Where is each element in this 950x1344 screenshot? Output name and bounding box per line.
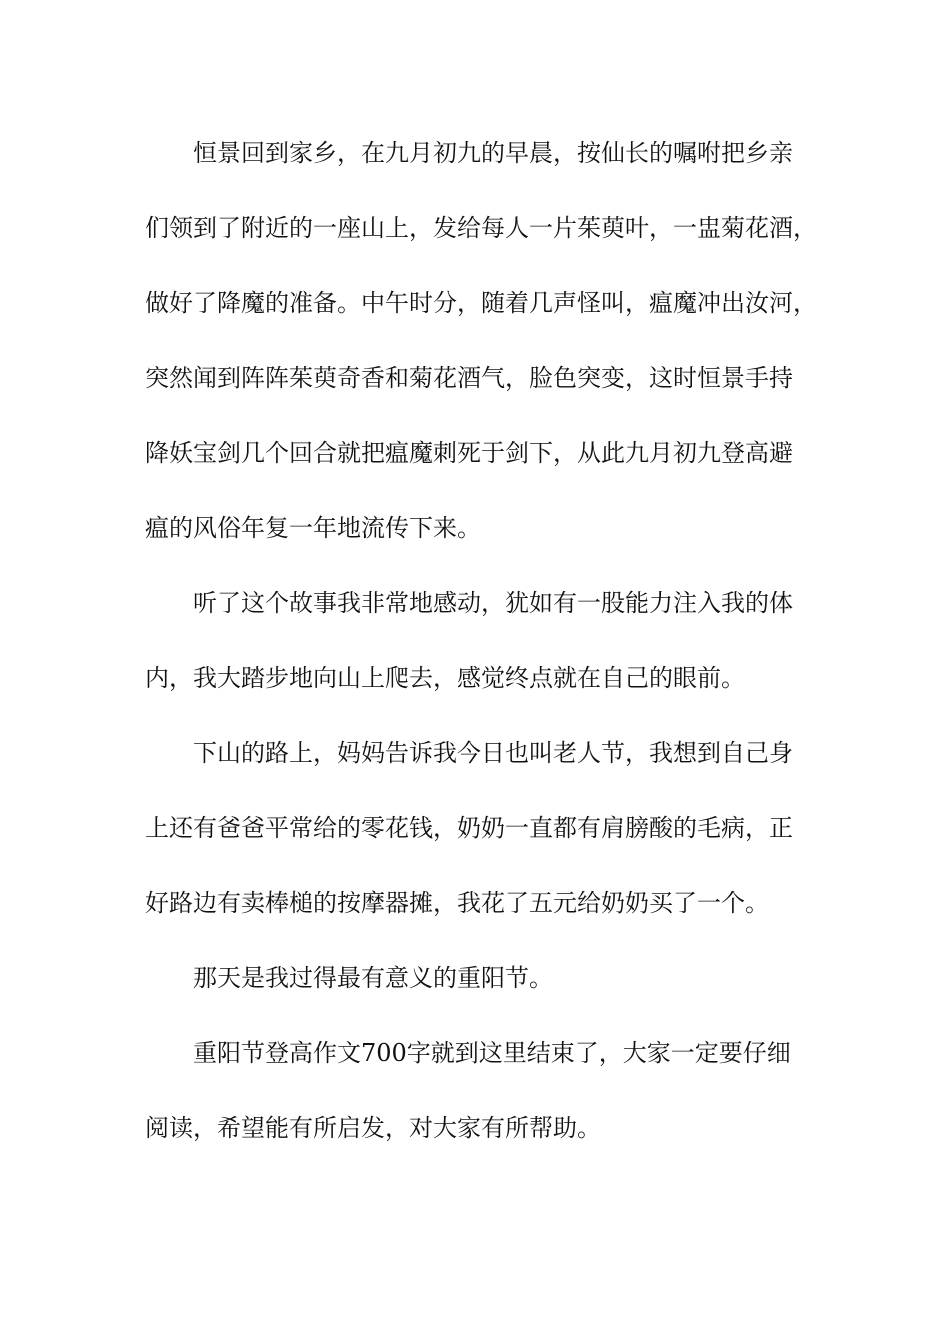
text-line: 们领到了附近的一座山上，发给每人一片茱萸叶，一盅菊花酒， bbox=[145, 214, 817, 242]
text-line: 降妖宝剑几个回合就把瘟魔刺死于剑下，从此九月初九登高避 bbox=[145, 439, 793, 467]
text-line: 突然闻到阵阵茱萸奇香和菊花酒气，脸色突变，这时恒景手持 bbox=[145, 364, 793, 392]
text-line: 内，我大踏步地向山上爬去，感觉终点就在自己的眼前。 bbox=[145, 664, 745, 692]
text-line: 做好了降魔的准备。中午时分，随着几声怪叫，瘟魔冲出汝河， bbox=[145, 289, 817, 317]
text-line: 重阳节登高作文700字就到这里结束了，大家一定要仔细 bbox=[193, 1039, 791, 1067]
text-line: 瘟的风俗年复一年地流传下来。 bbox=[145, 514, 481, 542]
text-line: 好路边有卖棒槌的按摩器摊，我花了五元给奶奶买了一个。 bbox=[145, 889, 769, 917]
text-line: 上还有爸爸平常给的零花钱，奶奶一直都有肩膀酸的毛病，正 bbox=[145, 814, 793, 842]
text-line: 阅读，希望能有所启发，对大家有所帮助。 bbox=[145, 1114, 601, 1142]
text-line: 下山的路上，妈妈告诉我今日也叫老人节，我想到自己身 bbox=[193, 739, 793, 767]
text-line: 恒景回到家乡，在九月初九的早晨，按仙长的嘱咐把乡亲 bbox=[193, 139, 793, 167]
text-line: 那天是我过得最有意义的重阳节。 bbox=[193, 964, 553, 992]
text-line: 听了这个故事我非常地感动，犹如有一股能力注入我的体 bbox=[193, 589, 793, 617]
